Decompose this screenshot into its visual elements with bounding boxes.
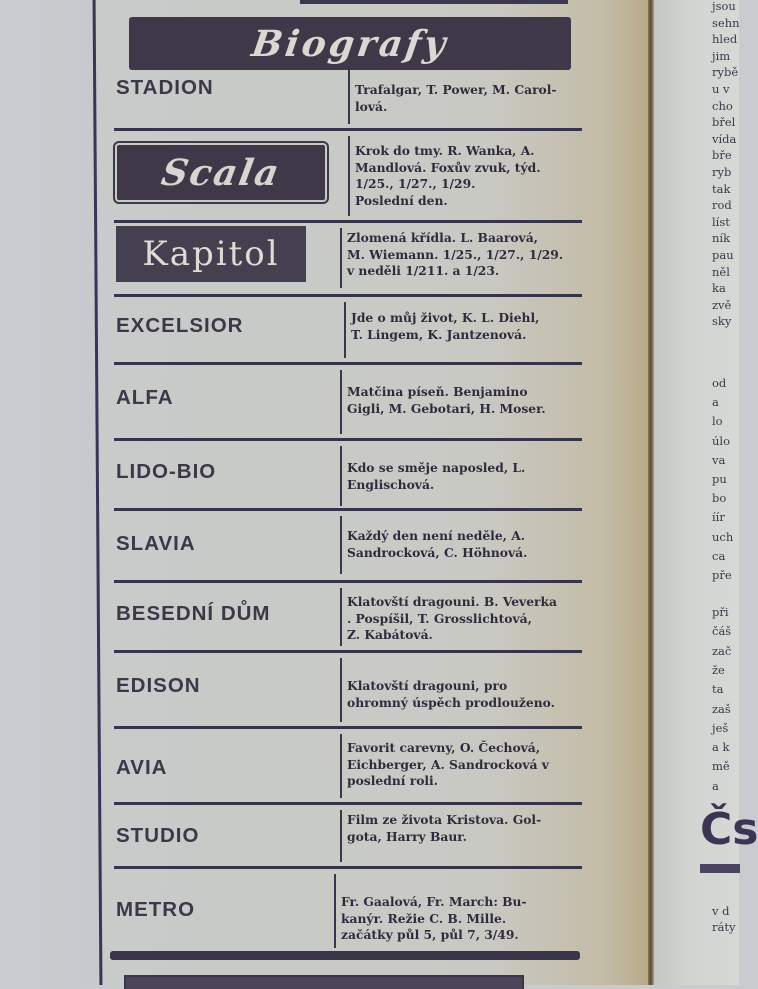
cinema-row (114, 362, 582, 438)
right-page-text-line: něl (712, 264, 730, 279)
right-page-text-line: jsou (712, 0, 736, 13)
column-separator (348, 136, 350, 216)
description-line: Sandrocková, C. Höhnová. (347, 544, 528, 560)
cinema-name: BESEDNÍ DŮM (116, 602, 271, 625)
column-separator (340, 734, 342, 798)
description-line: . Pospíšil, T. Grosslichtová, (347, 610, 532, 626)
film-description (347, 740, 549, 790)
description-line: Z. Kabátová. (347, 627, 433, 642)
description-line: Klatovští dragouni. B. Veverka (347, 594, 557, 609)
right-page-text-line: lo (712, 414, 723, 429)
film-description (347, 812, 541, 845)
description-line: Mandlová. Foxův zvuk, týd. (355, 159, 541, 175)
cinema-name: METRO (116, 898, 196, 921)
right-page-text-line: tak (712, 181, 731, 196)
film-description (347, 460, 525, 493)
column-separator (340, 516, 342, 574)
cinema-name: Kapitol (142, 234, 280, 274)
cinema-name: SLAVIA (116, 532, 196, 555)
description-line: začátky půl 5, půl 7, 3/49. (341, 927, 519, 942)
cinema-name: Scala (158, 151, 284, 194)
right-page-text-line: ník (712, 231, 731, 246)
description-line: Jde o můj život, K. L. Diehl, (351, 310, 540, 325)
cinema-row (114, 220, 582, 292)
cinema-row (114, 726, 582, 802)
cinema-row (114, 128, 582, 220)
cinema-name: STUDIO (116, 824, 200, 847)
description-line: Fr. Gaalová, Fr. March: Bu- (341, 894, 527, 909)
right-page-fragment (654, 0, 758, 985)
description-line: v neděli 1/211. a 1/23. (347, 263, 500, 278)
description-line: lová. (355, 98, 388, 114)
right-page-text-line: ráty (712, 920, 736, 934)
cinema-name: EDISON (116, 674, 201, 697)
right-page-text-line: bo (712, 491, 727, 506)
description-line: kanýr. Režie C. B. Mille. (341, 910, 507, 926)
scala-logo (117, 145, 325, 200)
right-page-text-line: va (712, 452, 726, 467)
right-page-text-line: vída (712, 131, 737, 146)
column-separator (340, 658, 342, 722)
right-page-text-line: úlo (712, 433, 731, 448)
right-page-text-line: íír (712, 510, 725, 525)
right-page-text-line: pu (712, 472, 727, 486)
cinema-name: AVIA (116, 756, 168, 779)
right-page-text-line: ryb (712, 165, 732, 179)
right-page-text-line: uch (712, 529, 734, 544)
description-line: Kdo se směje naposled, L. (347, 460, 526, 475)
right-page-text-line: ka (712, 281, 726, 296)
description-line: Trafalgar, T. Power, M. Carol- (355, 82, 557, 97)
right-page-text-line: jim (712, 48, 731, 63)
description-line: Favorit carevny, O. Čechová, (347, 740, 541, 755)
cinema-row (114, 508, 582, 578)
column-separator (334, 874, 336, 948)
right-page-rule (700, 864, 740, 873)
description-line: Eichberger, A. Sandrocková v (347, 756, 549, 772)
right-page-text-line: že (712, 662, 725, 677)
description-line: gota, Harry Baur. (347, 828, 467, 844)
right-page-text-line: pře (712, 568, 732, 582)
next-ad-box-edge (124, 975, 524, 989)
right-page-text-line: a (712, 395, 719, 410)
cinema-name: LIDO-BIO (116, 460, 217, 483)
right-page-text-line: rybě (712, 65, 739, 80)
description-line: poslední roli. (347, 773, 439, 788)
right-page-text-line: sky (712, 314, 732, 329)
description-line: Poslední den. (355, 192, 448, 208)
column-separator (344, 302, 346, 358)
cinema-name: ALFA (116, 386, 174, 409)
description-line: ohromný úspěch prodlouženo. (347, 694, 555, 710)
right-page-text-line: bře (712, 148, 732, 163)
column-separator (340, 588, 342, 646)
cinema-row (114, 650, 582, 726)
cinema-row (114, 866, 582, 952)
right-page-text-line: břel (712, 115, 736, 130)
column-separator (340, 446, 342, 506)
film-description (341, 894, 527, 944)
film-description (347, 230, 563, 280)
cinema-row (114, 294, 582, 362)
kapitol-logo (116, 226, 306, 282)
description-line: Gigli, M. Gebotari, H. Moser. (347, 400, 546, 416)
cinema-name: STADION (116, 76, 214, 99)
film-description (347, 678, 555, 711)
column-separator (348, 68, 350, 124)
right-page-text-line: ca (712, 548, 726, 563)
right-page-text-line: čáš (712, 624, 732, 639)
description-line: Klatovští dragouni, pro (347, 678, 508, 693)
column-separator (340, 810, 342, 862)
right-page-text-line: rod (712, 198, 732, 213)
right-page-text-line: při (712, 605, 729, 619)
film-description (347, 594, 557, 644)
scan-left-margin (0, 0, 100, 985)
film-description (347, 528, 527, 561)
cinema-row (114, 60, 582, 128)
cinema-row (114, 802, 582, 866)
column-separator (340, 370, 342, 434)
description-line: Matčina píseň. Benjamino (347, 384, 528, 399)
right-page-text-line: zaš (712, 701, 731, 716)
description-line: Englischová. (347, 476, 435, 492)
right-page-text-line: mě (712, 759, 730, 774)
description-line: Každý den není neděle, A. (347, 528, 526, 543)
cinema-name: EXCELSIOR (116, 314, 244, 337)
right-page-text-line: líst (712, 214, 730, 229)
right-page-text-line: a (712, 778, 719, 793)
right-page-heading: Čs (700, 804, 758, 855)
film-description (355, 82, 557, 115)
description-line: 1/25., 1/27., 1/29. (355, 176, 476, 191)
film-description (355, 143, 540, 209)
column-separator (340, 228, 342, 288)
right-page-text-line: hled (712, 32, 738, 47)
film-description (351, 310, 539, 343)
right-page-text-line: zvě (712, 297, 732, 312)
section-title: Biografy (249, 22, 451, 65)
right-page-text-line: v d (712, 904, 730, 918)
right-page-text-line: sehn (712, 15, 740, 30)
cinema-row (114, 438, 582, 510)
right-page-text-line: ješ (712, 720, 729, 735)
bottom-rule (110, 951, 580, 960)
description-line: Krok do tmy. R. Wanka, A. (355, 143, 535, 158)
right-page-text-line: zač (712, 643, 732, 658)
right-page-text-line: pau (712, 248, 734, 262)
right-page-text-line: od (712, 376, 727, 390)
right-page-text-line: u v (712, 82, 730, 96)
description-line: T. Lingem, K. Jantzenová. (351, 326, 527, 342)
description-line: M. Wiemann. 1/25., 1/27., 1/29. (347, 246, 564, 262)
right-page-text-line: ta (712, 682, 724, 697)
right-page-text-line: a k (712, 740, 730, 755)
right-page-text-line: cho (712, 98, 733, 113)
top-rule (300, 0, 568, 4)
description-line: Zlomená křídla. L. Baarová, (347, 230, 538, 245)
film-description (347, 384, 546, 417)
cinema-row (114, 580, 582, 650)
description-line: Film ze života Kristova. Gol- (347, 812, 542, 827)
